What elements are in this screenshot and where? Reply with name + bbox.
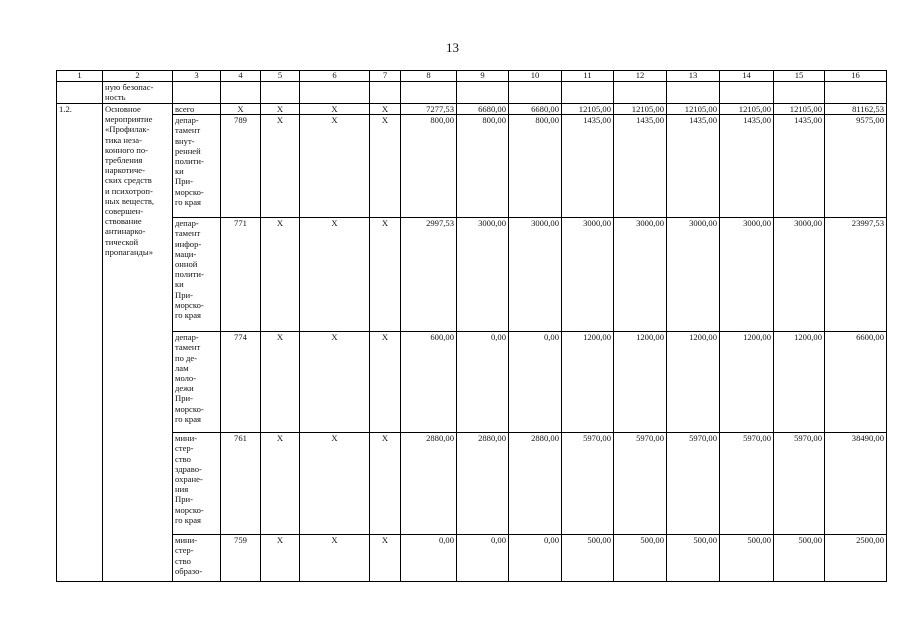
value-cell: 5970,00 [614, 433, 667, 535]
value-cell: 1435,00 [720, 115, 774, 218]
value-cell: 2880,00 [457, 433, 509, 535]
value-cell: 0,00 [457, 332, 509, 433]
code-cell: 761 [221, 433, 261, 535]
code-cell: 789 [221, 115, 261, 218]
code-cell: 774 [221, 332, 261, 433]
cell: X [300, 218, 370, 332]
value-cell: 0,00 [509, 535, 562, 582]
budget-table [56, 70, 887, 582]
value-cell: 3000,00 [774, 218, 825, 332]
column-header: 9 [457, 71, 509, 82]
value-cell: 0,00 [401, 535, 457, 582]
executor-name: депар- тамент по де- лам моло- дежи При- морско- го края [173, 332, 221, 433]
value-cell: 1200,00 [614, 332, 667, 433]
value-cell: 500,00 [667, 535, 720, 582]
continuation-text: ную безопас- ность [103, 82, 173, 104]
column-header: 6 [300, 71, 370, 82]
cell: X [370, 535, 401, 582]
column-header: 5 [261, 71, 300, 82]
total-label: всего [173, 104, 221, 115]
continuation-row [57, 82, 887, 104]
executor-row [57, 332, 887, 433]
code-cell: 759 [221, 535, 261, 582]
executor-row [57, 115, 887, 218]
value-cell: 500,00 [720, 535, 774, 582]
cell: X [261, 433, 300, 535]
column-header: 14 [720, 71, 774, 82]
column-header: 15 [774, 71, 825, 82]
cell: X [300, 115, 370, 218]
column-header: 16 [825, 71, 887, 82]
cell: X [300, 535, 370, 582]
value-cell: 600,00 [401, 332, 457, 433]
cell: X [261, 218, 300, 332]
page-number: 13 [446, 40, 459, 55]
value-cell: 800,00 [401, 115, 457, 218]
value-cell: 3000,00 [667, 218, 720, 332]
code-cell: 771 [221, 218, 261, 332]
value-cell: 1435,00 [667, 115, 720, 218]
row-number: 1.2. [57, 104, 103, 582]
cell: X [221, 104, 261, 115]
cell: X [300, 433, 370, 535]
column-header: 7 [370, 71, 401, 82]
executor-row [57, 433, 887, 535]
executor-row [57, 535, 887, 582]
cell: X [261, 115, 300, 218]
value-cell: 6680,00 [457, 104, 509, 115]
value-cell: 1200,00 [667, 332, 720, 433]
column-header: 4 [221, 71, 261, 82]
column-header: 13 [667, 71, 720, 82]
value-cell: 1435,00 [614, 115, 667, 218]
value-cell: 800,00 [457, 115, 509, 218]
column-number-row [57, 71, 887, 82]
value-cell: 12105,00 [667, 104, 720, 115]
value-cell: 3000,00 [509, 218, 562, 332]
executor-name: мини- стер- ство здраво- охране- ния При- морско- го края [173, 433, 221, 535]
value-cell: 3000,00 [614, 218, 667, 332]
value-cell: 81162,53 [825, 104, 887, 115]
column-header: 11 [562, 71, 614, 82]
value-cell: 12105,00 [774, 104, 825, 115]
value-cell: 0,00 [509, 332, 562, 433]
column-header: 8 [401, 71, 457, 82]
value-cell: 1435,00 [774, 115, 825, 218]
cell: X [300, 104, 370, 115]
value-cell: 9575,00 [825, 115, 887, 218]
total-row [57, 104, 887, 115]
executor-name: депар- тамент внут- ренней полити- ки При- морско- го края [173, 115, 221, 218]
value-cell: 3000,00 [457, 218, 509, 332]
value-cell: 1200,00 [774, 332, 825, 433]
cell: X [370, 104, 401, 115]
value-cell: 1435,00 [562, 115, 614, 218]
cell: X [261, 332, 300, 433]
value-cell: 3000,00 [562, 218, 614, 332]
value-cell: 5970,00 [720, 433, 774, 535]
column-header: 3 [173, 71, 221, 82]
column-header: 2 [103, 71, 173, 82]
value-cell: 5970,00 [667, 433, 720, 535]
cell: X [261, 104, 300, 115]
value-cell: 5970,00 [562, 433, 614, 535]
value-cell: 800,00 [509, 115, 562, 218]
value-cell: 500,00 [774, 535, 825, 582]
cell: X [261, 535, 300, 582]
value-cell: 5970,00 [774, 433, 825, 535]
executor-name: депар- тамент инфор- маци- онной полити- ки При- морско- го края [173, 218, 221, 332]
value-cell: 0,00 [457, 535, 509, 582]
value-cell: 38490,00 [825, 433, 887, 535]
cell: X [370, 433, 401, 535]
cell: X [370, 218, 401, 332]
value-cell: 12105,00 [562, 104, 614, 115]
value-cell: 12105,00 [614, 104, 667, 115]
executor-row [57, 218, 887, 332]
value-cell: 500,00 [614, 535, 667, 582]
cell: X [370, 332, 401, 433]
value-cell: 6680,00 [509, 104, 562, 115]
cell: X [370, 115, 401, 218]
value-cell: 2500,00 [825, 535, 887, 582]
column-header: 12 [614, 71, 667, 82]
value-cell: 23997,53 [825, 218, 887, 332]
value-cell: 7277,53 [401, 104, 457, 115]
value-cell: 2997,53 [401, 218, 457, 332]
value-cell: 2880,00 [401, 433, 457, 535]
measure-name: Основное мероприятие «Профилак- тика неза- конного по- требления наркотиче- ских средств и психотроп- ных веществ, совершен- ствование антинарко- тической пропаганды» [103, 104, 173, 582]
value-cell: 1200,00 [562, 332, 614, 433]
cell: X [300, 332, 370, 433]
value-cell: 3000,00 [720, 218, 774, 332]
value-cell: 500,00 [562, 535, 614, 582]
value-cell: 12105,00 [720, 104, 774, 115]
column-header: 10 [509, 71, 562, 82]
executor-name: мини- стер- ство образо- [173, 535, 221, 582]
column-header: 1 [57, 71, 103, 82]
value-cell: 1200,00 [720, 332, 774, 433]
value-cell: 6600,00 [825, 332, 887, 433]
value-cell: 2880,00 [509, 433, 562, 535]
